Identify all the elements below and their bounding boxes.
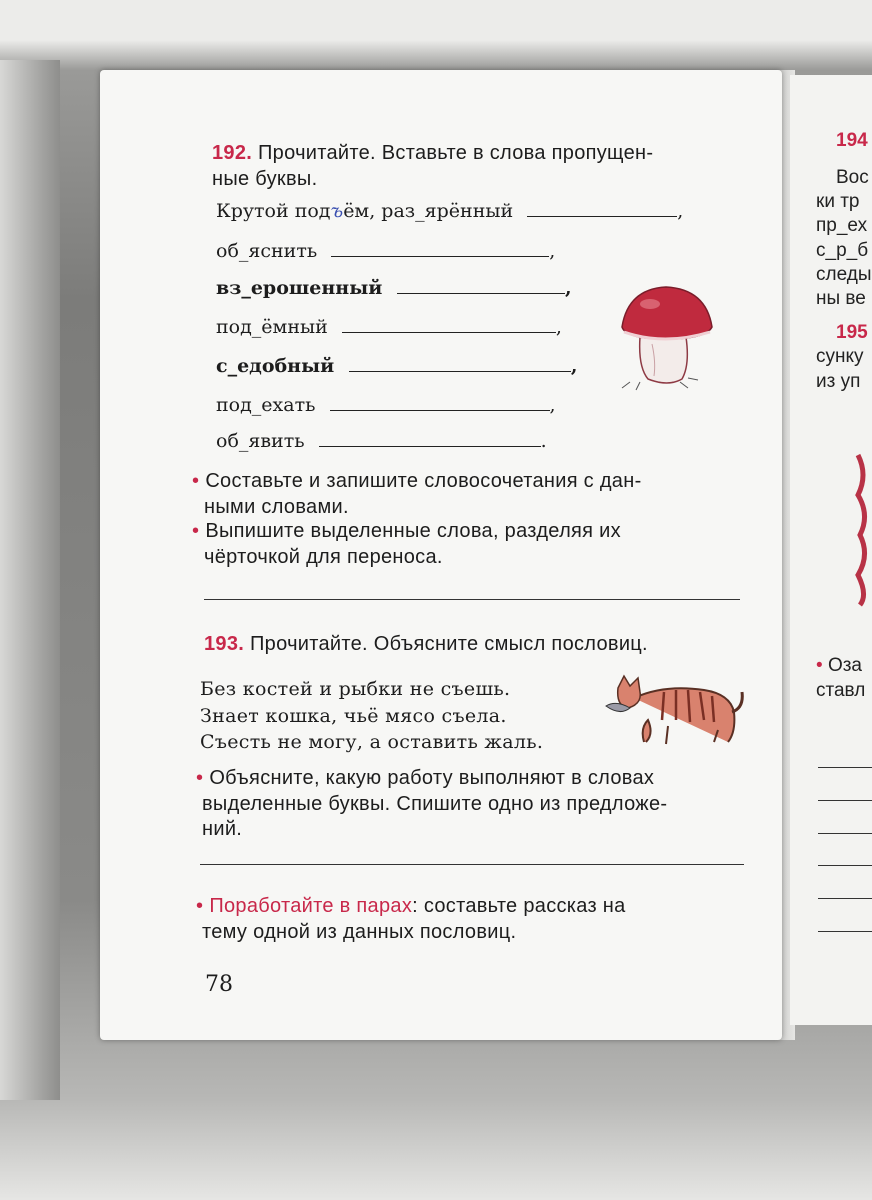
- rp-bullet-line: • Оза: [816, 655, 862, 676]
- answer-line: [818, 898, 872, 899]
- exercise-193-number: 193.: [204, 633, 245, 655]
- word-row: [216, 355, 577, 377]
- rp-line: пр_ех: [816, 215, 868, 236]
- answer-line: [200, 864, 744, 865]
- punctuation: ,: [549, 240, 556, 262]
- word-text: ём, раз_ярённый: [343, 200, 514, 222]
- proverb: Съесть не могу, а оставить жаль.: [200, 731, 544, 753]
- exercise-192-task1: [192, 470, 642, 493]
- rp-line: с_р_б: [816, 240, 869, 261]
- illustration-fragment: [850, 435, 872, 615]
- exercise-192-instruction-cont: ные буквы.: [212, 168, 318, 190]
- exercise-193-task2-cont: тему одной из данных пословиц.: [202, 921, 517, 943]
- word-row: [216, 430, 547, 452]
- word-text: под_ехать: [216, 394, 316, 416]
- answer-blank[interactable]: [319, 446, 541, 447]
- answer-line: [818, 865, 872, 866]
- word-row: [216, 316, 562, 338]
- punctuation: .: [540, 430, 547, 452]
- exercise-192-heading: [212, 142, 653, 165]
- book-cover-edge: [0, 60, 60, 1100]
- exercise-193-instruction: Прочитайте. Объясните смысл пословиц.: [250, 633, 648, 655]
- punctuation: ,: [555, 316, 562, 338]
- answer-line: [818, 833, 872, 834]
- answer-blank[interactable]: [527, 216, 677, 217]
- rp-line: следы: [816, 264, 872, 285]
- task-text: Выпишите выделенные слова, разделяя их: [205, 520, 621, 542]
- rp-line: сунку: [816, 346, 864, 367]
- bullet: •: [196, 767, 204, 789]
- rp-line: ны ве: [816, 288, 866, 309]
- task-text: Объясните, какую работу выполняют в словах: [209, 767, 655, 789]
- task-text: Составьте и запишите словосочетания с дан-: [205, 470, 642, 492]
- answer-blank[interactable]: [397, 293, 565, 294]
- answer-blank[interactable]: [342, 332, 556, 333]
- exercise-192-task2-cont: чёрточкой для переноса.: [204, 546, 443, 568]
- exercise-193-task2: [196, 895, 626, 918]
- rp-line: ставл: [816, 680, 866, 701]
- exercise-192-number: 192.: [212, 142, 253, 164]
- rp-line: Вос: [836, 167, 869, 188]
- mushroom-illustration: [610, 282, 720, 392]
- answer-line: [818, 767, 872, 768]
- word-row: [216, 240, 555, 262]
- exercise-192-instruction: Прочитайте. Вставьте в слова пропущен-: [258, 142, 654, 164]
- punctuation: ,: [564, 277, 572, 299]
- exercise-192-task2: [192, 520, 621, 543]
- answer-blank[interactable]: [330, 410, 550, 411]
- answer-line: [818, 931, 872, 932]
- punctuation: ,: [570, 355, 578, 377]
- task-text: : составьте рассказ на: [412, 895, 626, 917]
- proverb: Без костей и рыбки не съешь.: [200, 678, 511, 700]
- word-row: [216, 394, 556, 416]
- section-divider: [204, 599, 740, 600]
- word-text: под_ёмный: [216, 316, 328, 338]
- cat-illustration: [604, 668, 744, 748]
- answer-line: [818, 800, 872, 801]
- word-text: об_явить: [216, 430, 305, 452]
- page-number: 78: [205, 972, 233, 997]
- right-page-fragment: [790, 75, 872, 1025]
- word-text: с_едобный: [216, 355, 335, 377]
- rp-line: ки тр: [816, 191, 860, 212]
- exercise-192-task1-cont: ными словами.: [204, 496, 349, 518]
- exercise-194-number: 194: [836, 130, 868, 151]
- exercise-193-task1: [196, 767, 654, 790]
- bullet: •: [192, 470, 200, 492]
- exercise-193-task1-cont: выделенные буквы. Спишите одно из предложе-: [202, 793, 668, 815]
- word-row: [216, 277, 572, 299]
- bullet: •: [196, 895, 204, 917]
- bullet: •: [192, 520, 200, 542]
- exercise-193-heading: [204, 633, 648, 656]
- rp-line: из уп: [816, 371, 861, 392]
- exercise-193-task1-cont: ний.: [202, 818, 243, 840]
- exercise-195-number: 195: [836, 322, 868, 343]
- rp-bullet-text: Оза: [827, 655, 862, 676]
- proverb: Знает кошка, чьё мясо съела.: [200, 705, 507, 727]
- word-text: вз_ерошенный: [216, 277, 383, 299]
- punctuation: ,: [549, 394, 556, 416]
- word-text: Крутой под: [216, 200, 331, 222]
- word-text: об_яснить: [216, 240, 318, 262]
- inserted-letter: ъ: [330, 200, 344, 222]
- answer-blank[interactable]: [331, 256, 549, 257]
- punctuation: ,: [677, 200, 684, 222]
- word-row: [216, 200, 683, 222]
- pair-work-label: Поработайте в парах: [209, 895, 413, 917]
- answer-blank[interactable]: [349, 371, 571, 372]
